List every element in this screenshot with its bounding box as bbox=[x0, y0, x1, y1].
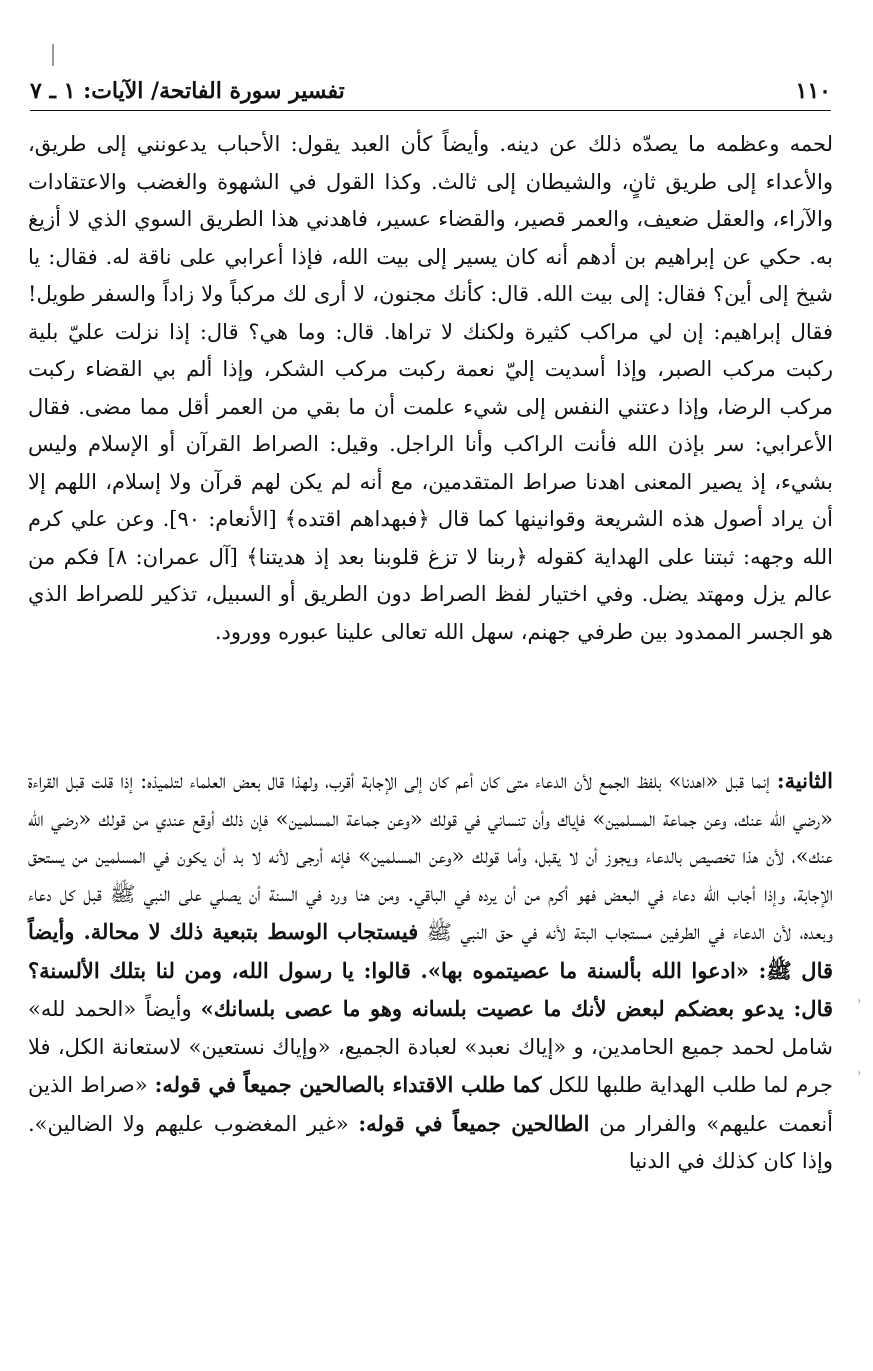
page-header bbox=[30, 66, 831, 106]
section-two-text-c: وأيضاً «الحمد لله» شامل لحمد جميع الحامدين، و «إياك نعبد» لعبادة الجميع، «وإياك نستعين» لاستعانة الكل، فلا جرم لما طلب الهداية طلبها للكل bbox=[28, 997, 834, 1097]
section-one bbox=[28, 126, 833, 651]
section-two bbox=[28, 762, 833, 1181]
page-number: ١١٠ bbox=[795, 78, 831, 104]
section-one-paragraph: لحمه وعظمه ما يصدّه ذلك عن دينه. وأيضاً كأن العبد يقول: الأحباب يدعونني إلى طريق، والأعداء إلى طريق ثانٍ، والشيطان إلى ثالث. وكذا القول في الشهوة والغضب والاعتقادات والآراء، والعقل ضعيف، والعمر قصير، والقضاء عسير، فاهدني هذا الطريق السوي الذي لا أزيغ به. حكي عن إبراهيم بن أدهم أنه كان يسير إلى بيت الله، فإذا أعرابي على ناقة له. فقال: يا شيخ إلى أين؟ فقال: إلى بيت الله. قال: كأنك مجنون، لا أرى لك مركباً ولا زاداً والسفر طويل! فقال إبراهيم: إن لي مراكب كثيرة ولكنك لا تراها. قال: وما هي؟ قال: إذا نزلت عليّ بلية ركبت مركب الصبر، وإذا أسديت إليّ نعمة ركبت مركب الشكر، وإذا ألم بي القضاء ركبت مركب الرضا، وإذا دعتني النفس إلى شيء علمت أن ما بقي من العمر أقل مما مضى. فقال الأعرابي: سر بإذن الله فأنت الراكب وأنا الراجل. وقيل: الصراط القرآن أو الإسلام وليس بشيء، إذ يصير المعنى اهدنا صراط المتقدمين، مع أنه لم يكن لهم قرآن ولا إسلام، اللهم إلا أن يراد أصول هذه الشريعة وقوانينها كما قال ﴿فبهداهم اقتده﴾ [الأنعام: ٩٠]. وعن علي كرم الله وجهه: ثبتنا على الهداية كقوله ﴿ربنا لا تزغ قلوبنا بعد إذ هديتنا﴾ [آل عمران: ٨] فكم من عالم يزل ومهتد يضل. وفي اختيار لفظ الصراط دون الطريق أو السبيل، تذكير للصراط الذي هو الجسر الممدود بين طرفي جهنم، سهل الله تعالى علينا عبوره وورود. bbox=[28, 132, 833, 644]
margin-mark: › bbox=[857, 996, 861, 1007]
section-two-bold-d: كما طلب الاقتداء بالصالحين جميعاً في قوله: bbox=[154, 1072, 542, 1097]
section-two-hadith: فيستجاب الوسط بتبعية ذلك لا محالة. وأيضاً قال ﷺ: «ادعوا الله بألسنة ما عصيتموه بها». قالوا: يا رسول الله، ومن لنا بتلك الألسنة؟ قال: يدعو بعضكم لبعض لأنك ما عصيت بلسانه وهو ما عصى بلسانك» bbox=[28, 919, 833, 1021]
section-two-text-g: «غير المغضوب عليهم ولا الضالين». وإذا كان كذلك في الدنيا bbox=[28, 1111, 833, 1173]
header-rule bbox=[30, 110, 831, 111]
margin-mark: › bbox=[857, 1068, 861, 1079]
section-two-lead: الثانية: bbox=[776, 768, 833, 793]
running-title: تفسير سورة الفاتحة/ الآيات: ١ ـ ٧ bbox=[30, 78, 345, 104]
section-two-paragraph bbox=[28, 762, 833, 1181]
page-corner-mark bbox=[52, 44, 54, 66]
section-two-text-a: إنما قبل «اهدنا» بلفظ الجمع لأن الدعاء متى كان أعم كان إلى الإجابة أقرب، ولهذا قال بعض العلماء لتلميذه: إذا قلت قبل القراءة «رضي الله عنك، وعن جماعة المسلمين» فإياك وأن تنساني في قولك «وعن جماعة المسلمين» فإن ذلك أوقع عندي من قولك «رضي الله عنك»، لأن هذا تخصيص بالدعاء ويجوز أن لا يقبل، وأما قولك «وعن المسلمين» فإنه أرجى لأنه لا بد أن يكون في المسلمين من يستحق الإجابة، وإذا أجاب الله دعاء في البعض فهو أكرم من أن يرده في الباقي. ومن هنا ورد في السنة أن يصلي على النبي ﷺ قبل كل دعاء وبعده، لأن الدعاء في الطرفين مستجاب البتة لأنه في حق النبي ﷺ bbox=[28, 769, 833, 944]
section-two-bold-f: الطالحين جميعاً في قوله: bbox=[358, 1110, 590, 1136]
section-two-text-e: «صراط الذين أنعمت عليهم» والفرار من bbox=[28, 1073, 833, 1136]
